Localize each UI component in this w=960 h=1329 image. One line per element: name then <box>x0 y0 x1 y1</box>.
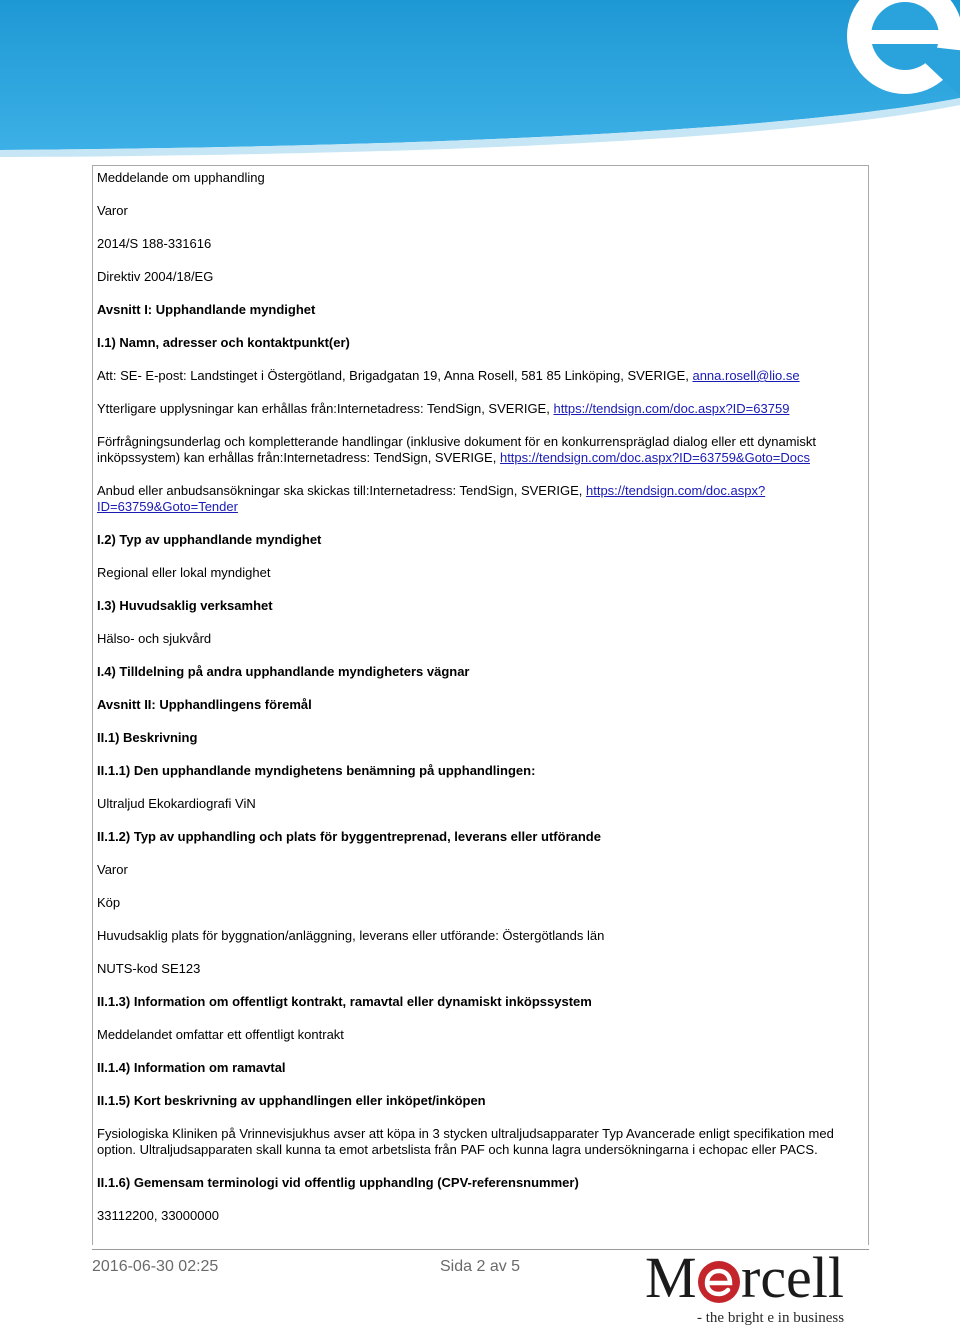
section-ii13-value: Meddelandet omfattar ett offentligt kontrakt <box>97 1027 344 1042</box>
section-ii14-heading: II.1.4) Information om ramavtal <box>97 1060 286 1075</box>
submission-text: Anbud eller anbudsansökningar ska skickas till:Internetadress: TendSign, SVERIGE, <box>97 483 586 498</box>
footer-page-number: Sida 2 av 5 <box>440 1258 521 1275</box>
notice-content <box>92 165 869 1245</box>
submission-link[interactable]: https://tendsign.com/doc.aspx?ID=63759&Goto=Tender <box>97 483 766 514</box>
documents-text: Förfrågningsunderlag och kompletterande handlingar (inklusive dokument för en konkurrenspräglad dialog eller ett dynamiskt inköpssystem) kan erhållas från:Internetadress: TendSign, SVERIGE, <box>97 434 817 465</box>
section-2-heading: Avsnitt II: Upphandlingens föremål <box>97 697 312 712</box>
section-ii11-value: Ultraljud Ekokardiografi ViN <box>97 796 256 811</box>
brand-logo-letters: rcell <box>741 1245 845 1310</box>
contact-email-link[interactable]: anna.rosell@lio.se <box>692 368 800 383</box>
section-ii12-type: Varor <box>97 862 128 877</box>
footer-timestamp: 2016-06-30 02:25 <box>92 1258 219 1275</box>
notice-type: Varor <box>97 203 128 218</box>
notice-reference: 2014/S 188-331616 <box>97 236 212 251</box>
section-1-heading: Avsnitt I: Upphandlande myndighet <box>97 302 316 317</box>
section-ii16-value: 33112200, 33000000 <box>97 1208 219 1223</box>
section-ii15-value: Fysiologiska Kliniken på Vrinnevisjukhus avser att köpa in 3 stycken ultraljudsapparater Typ Avancerade enligt specifikation med option. Ultraljudsapparaten skall kunna ta emot arbetslista från PAF och kunna lagra undersökningarna i echopac eller PACS. <box>97 1126 834 1157</box>
section-i2-heading: I.2) Typ av upphandlande myndighet <box>97 532 322 547</box>
section-i1-heading: I.1) Namn, adresser och kontaktpunkt(er) <box>97 335 350 350</box>
notice-title: Meddelande om upphandling <box>97 170 265 185</box>
section-ii12-nuts: NUTS-kod SE123 <box>97 961 201 976</box>
banner-background <box>0 0 960 150</box>
section-i3-heading: I.3) Huvudsaklig verksamhet <box>97 598 273 613</box>
section-ii12-heading: II.1.2) Typ av upphandling och plats för byggentreprenad, leverans eller utförande <box>97 829 601 844</box>
section-ii12-place: Huvudsaklig plats för byggnation/anläggning, leverans eller utförande: Östergötlands län <box>97 928 605 943</box>
more-info-paragraph <box>97 401 864 417</box>
contact-text: Att: SE- E-post: Landstinget i Östergötland, Brigadgatan 19, Anna Rosell, 581 85 Linköping, SVERIGE, <box>97 368 693 383</box>
mercell-e-icon <box>698 1261 740 1303</box>
section-ii16-heading: II.1.6) Gemensam terminologi vid offentlig upphandlng (CPV-referensnummer) <box>97 1175 579 1190</box>
section-ii12-kind: Köp <box>97 895 121 910</box>
section-ii15-heading: II.1.5) Kort beskrivning av upphandlingen eller inköpet/inköpen <box>97 1093 486 1108</box>
section-ii13-heading: II.1.3) Information om offentligt kontrakt, ramavtal eller dynamiskt inköpssystem <box>97 994 592 1009</box>
section-i2-value: Regional eller lokal myndighet <box>97 565 271 580</box>
section-ii11-heading: II.1.1) Den upphandlande myndighetens benämning på upphandlingen: <box>97 763 536 778</box>
more-info-link[interactable]: https://tendsign.com/doc.aspx?ID=63759 <box>553 401 790 416</box>
contact-paragraph <box>97 368 864 384</box>
section-ii1-heading: II.1) Beskrivning <box>97 730 198 745</box>
section-i4-heading: I.4) Tilldelning på andra upphandlande myndigheters vägnar <box>97 664 470 679</box>
brand-tagline: - the bright e in business <box>697 1310 845 1326</box>
more-info-text: Ytterligare upplysningar kan erhållas från:Internetadress: TendSign, SVERIGE, <box>97 401 554 416</box>
brand-logo-letter-m: M <box>645 1245 697 1310</box>
section-i3-value: Hälso- och sjukvård <box>97 631 212 646</box>
submission-paragraph <box>97 483 864 515</box>
documents-paragraph <box>97 434 864 466</box>
documents-link[interactable]: https://tendsign.com/doc.aspx?ID=63759&Goto=Docs <box>499 450 810 465</box>
header-banner <box>0 0 960 160</box>
notice-directive: Direktiv 2004/18/EG <box>97 269 214 284</box>
